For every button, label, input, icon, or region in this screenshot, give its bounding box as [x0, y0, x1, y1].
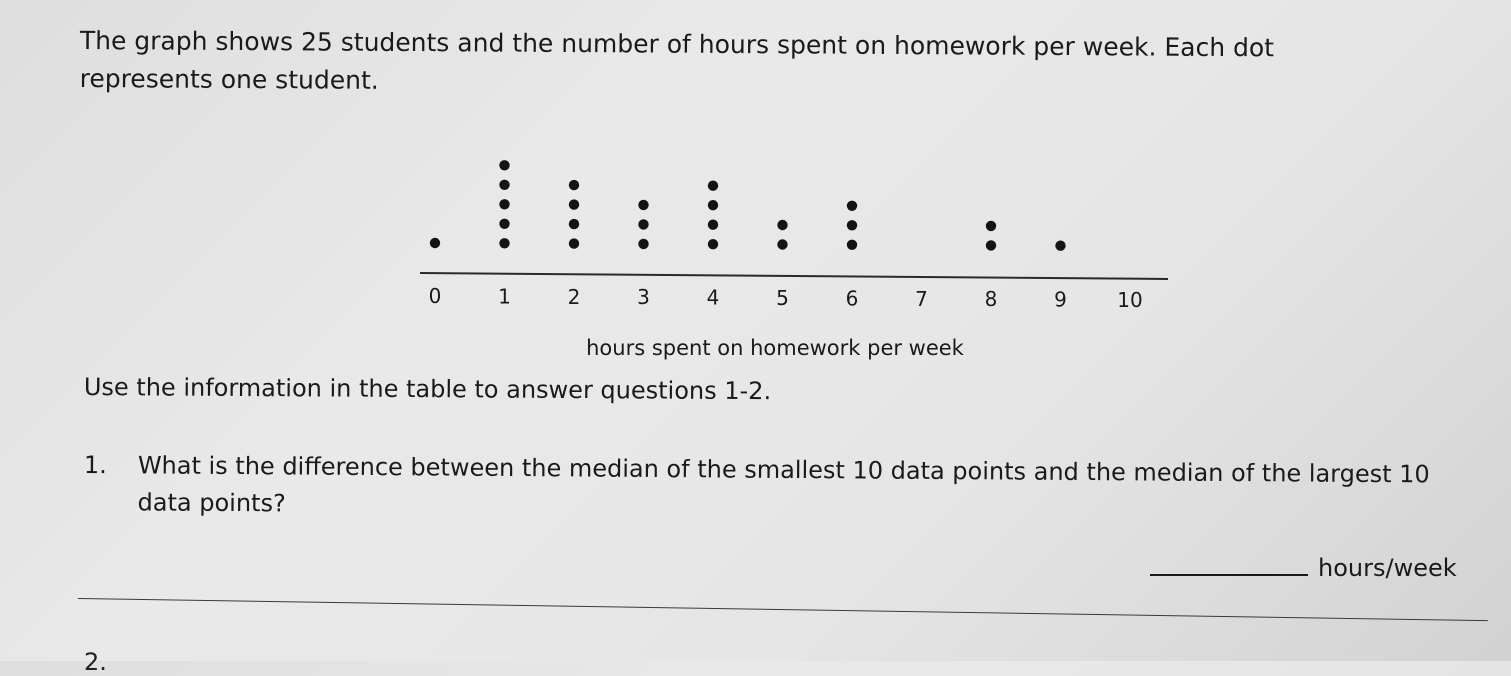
data-dot: [430, 238, 440, 248]
data-dot: [847, 240, 857, 250]
divider-line: [78, 598, 1488, 621]
tick-labels: [429, 284, 1143, 312]
tick-label: 5: [776, 286, 789, 310]
data-dot: [499, 160, 509, 170]
tick-label: 3: [637, 285, 650, 310]
data-dot: [638, 200, 648, 210]
question-2-number: 2.: [84, 648, 107, 676]
instructions-text: Use the information in the table to answer questions 1-2.: [83, 372, 772, 406]
data-dot: [569, 180, 579, 190]
data-dot: [847, 201, 857, 211]
intro-text: The graph shows 25 students and the number of hours spent on homework per week. Each dot represents one student.: [79, 25, 1275, 95]
tick-label: 6: [845, 286, 859, 311]
data-dot: [777, 239, 787, 249]
data-dot: [499, 219, 509, 229]
tick-label: 9: [1054, 287, 1067, 312]
dots: [430, 160, 1066, 251]
data-dot: [569, 219, 579, 229]
tick-label: 0: [428, 284, 442, 308]
tick-label: 10: [1117, 288, 1143, 312]
question-1-answer: [1150, 548, 1457, 582]
data-dot: [1055, 241, 1065, 251]
dot-plot: [400, 125, 1190, 375]
answer-blank[interactable]: [1150, 548, 1308, 576]
data-dot: [986, 221, 996, 231]
data-dot: [708, 220, 718, 230]
question-1-text: What is the difference between the median of the smallest 10 data points and the median of the largest 10 data points?: [137, 451, 1430, 518]
tick-label: 2: [567, 284, 581, 309]
data-dot: [777, 220, 787, 230]
data-dot: [708, 239, 718, 249]
data-dot: [638, 219, 648, 229]
data-dot: [986, 240, 996, 250]
tick-label: 4: [706, 285, 720, 310]
data-dot: [847, 220, 857, 230]
answer-unit: hours/week: [1318, 554, 1457, 582]
question-1: [83, 447, 1464, 518]
axis: [420, 273, 1168, 279]
question-1-number: 1.: [83, 450, 107, 480]
tick-label: 7: [915, 286, 928, 311]
data-dot: [638, 239, 648, 249]
tick-label: 1: [498, 284, 511, 309]
data-dot: [499, 199, 509, 209]
data-dot: [708, 200, 718, 210]
data-dot: [569, 238, 579, 248]
data-dot: [708, 181, 718, 191]
data-dot: [499, 238, 509, 248]
data-dot: [499, 180, 509, 190]
data-dot: [569, 199, 579, 209]
x-axis-line: [420, 273, 1168, 279]
x-axis-label: hours spent on homework per week: [586, 336, 964, 360]
tick-label: 8: [984, 287, 998, 312]
